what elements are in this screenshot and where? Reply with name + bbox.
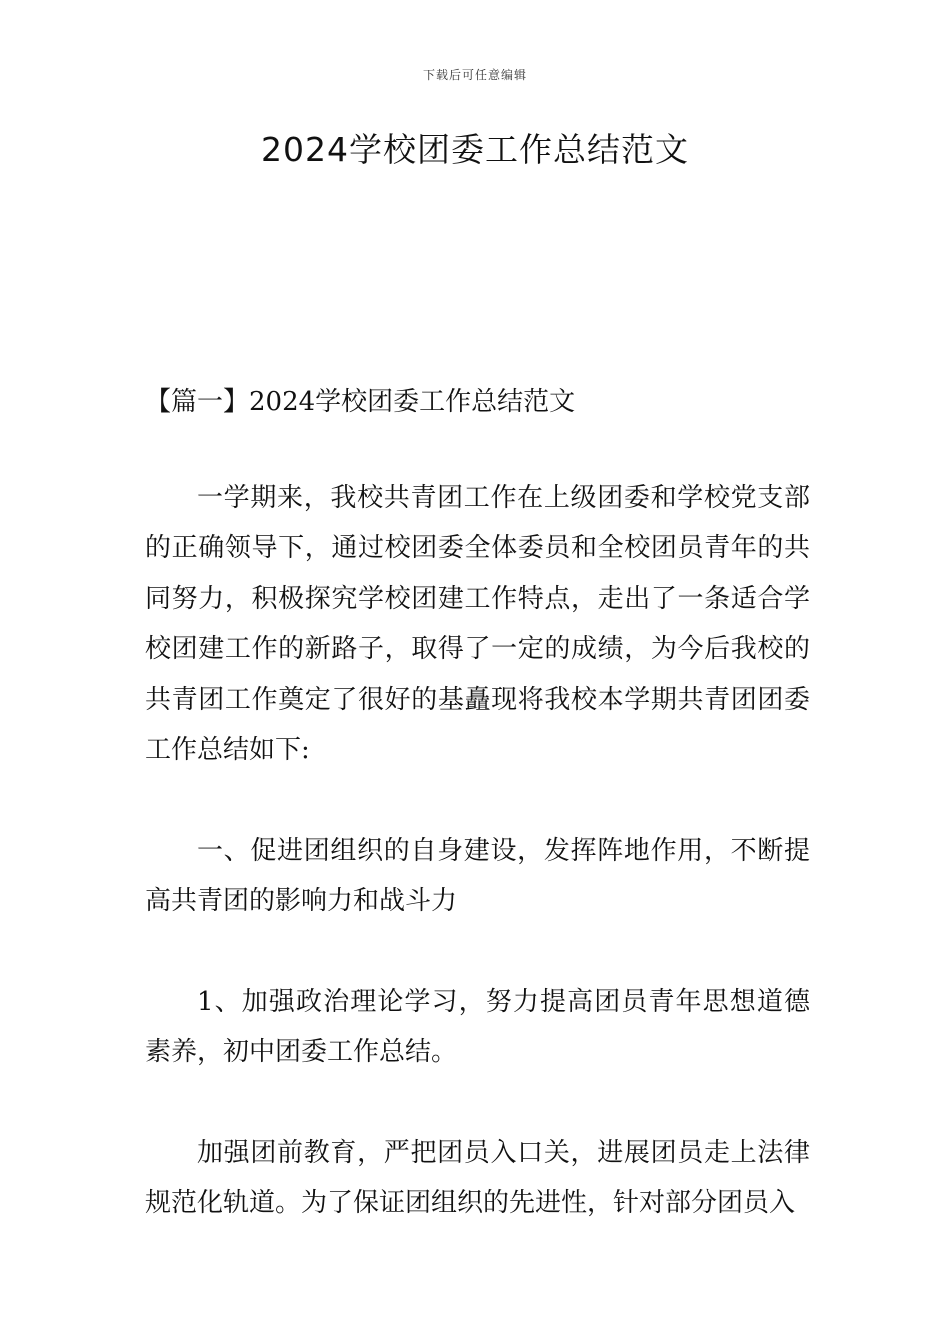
paragraph-heading-one: 一、促进团组织的自身建设，发挥阵地作用，不断提高共青团的影响力和战斗力	[145, 835, 810, 916]
paragraph-pre-education: 加强团前教育，严把团员入口关，进展团员走上法律规范化轨道。为了保证团组织的先进性，针对部分团员入	[145, 1137, 810, 1218]
section-heading: 【篇一】2024学校团委工作总结范文	[145, 387, 576, 417]
header-note: 下载后可任意编辑	[422, 68, 527, 82]
paragraph-item-one: 1、加强政治理论学习，努力提高团员青年思想道德素养，初中团委工作总结。	[145, 986, 810, 1067]
paragraph-intro: 一学期来，我校共青团工作在上级团委和学校党支部的正确领导下，通过校团委全体委员和全校团员青年的共同努力，积极探究学校团建工作特点，走出了一条适合学校团建工作的新路子，取得了一定的成绩，为今后我校的共青团工作奠定了很好的基矗现将我校本学期共青团团委工作总结如下:	[145, 482, 810, 765]
document-title: 2024学校团委工作总结范文	[261, 130, 689, 169]
document-body	[145, 377, 810, 1279]
